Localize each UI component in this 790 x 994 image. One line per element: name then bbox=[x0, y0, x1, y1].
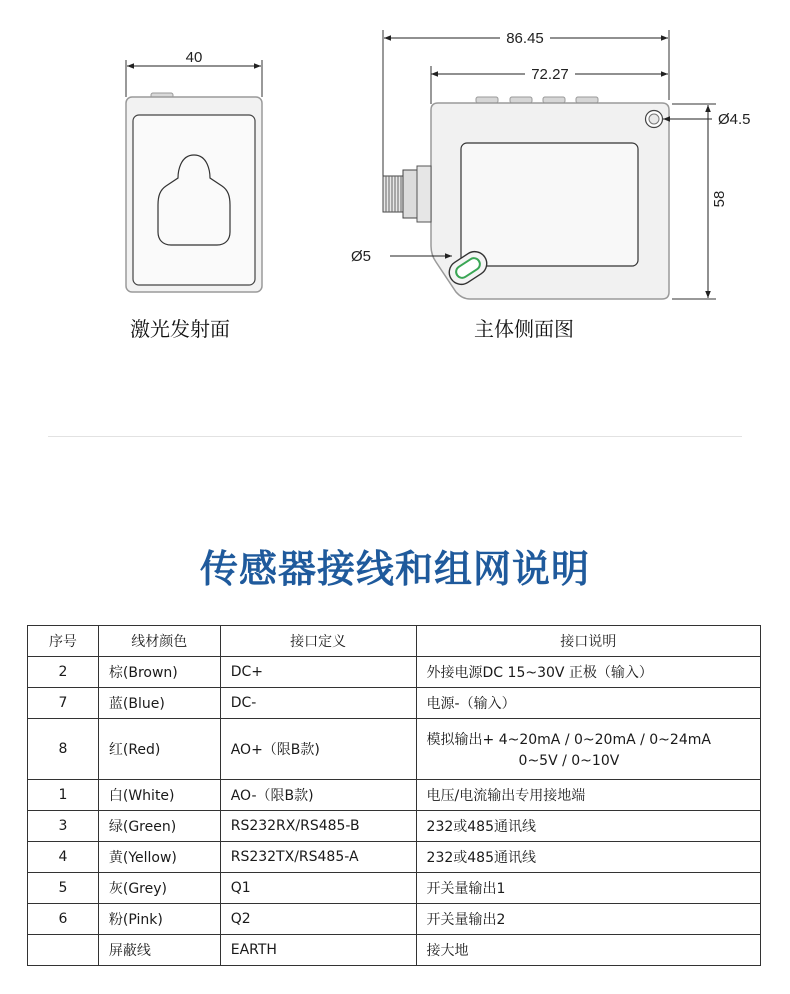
cell-color: 蓝(Blue) bbox=[98, 688, 220, 719]
cell-description: 开关量输出2 bbox=[416, 904, 760, 935]
cell-color: 粉(Pink) bbox=[98, 904, 220, 935]
side-view-caption: 主体侧面图 bbox=[474, 317, 574, 341]
cell-description: 232或485通讯线 bbox=[416, 811, 760, 842]
front-view bbox=[126, 49, 262, 292]
cell-description: 电压/电流输出专用接地端 bbox=[416, 780, 760, 811]
front-window bbox=[133, 115, 255, 285]
cell-description: 232或485通讯线 bbox=[416, 842, 760, 873]
cell-description: 开关量输出1 bbox=[416, 873, 760, 904]
cell-description: 外接电源DC 15~30V 正极（输入） bbox=[416, 657, 760, 688]
table-row bbox=[28, 719, 761, 780]
cell-definition: AO-（限B款) bbox=[220, 780, 416, 811]
description-line-1: 模拟输出+ 4~20mA / 0~20mA / 0~24mA bbox=[426, 732, 711, 748]
table-row bbox=[28, 657, 761, 688]
cell-definition: RS232RX/RS485-B bbox=[220, 811, 416, 842]
cell-no: 7 bbox=[28, 688, 99, 719]
cell-color: 棕(Brown) bbox=[98, 657, 220, 688]
cell-definition: Q1 bbox=[220, 873, 416, 904]
front-width-label: 40 bbox=[185, 49, 203, 66]
section-title: 传感器接线和组网说明 bbox=[199, 547, 590, 591]
cell-definition: AO+（限B款) bbox=[220, 719, 416, 780]
section-divider bbox=[48, 436, 742, 437]
cell-description: 电源-（输入） bbox=[416, 688, 760, 719]
header-wire-color: 线材颜色 bbox=[98, 626, 220, 657]
wiring-table bbox=[27, 625, 761, 966]
cell-definition: EARTH bbox=[220, 935, 416, 966]
cell-definition: Q2 bbox=[220, 904, 416, 935]
connector-nut bbox=[403, 170, 417, 218]
table-row bbox=[28, 935, 761, 966]
header-interface-definition: 接口定义 bbox=[220, 626, 416, 657]
front-view-caption: 激光发射面 bbox=[130, 317, 230, 341]
cell-definition: RS232TX/RS485-A bbox=[220, 842, 416, 873]
connector-base bbox=[417, 166, 431, 222]
cell-no: 4 bbox=[28, 842, 99, 873]
cell-color: 黄(Yellow) bbox=[98, 842, 220, 873]
header-no: 序号 bbox=[28, 626, 99, 657]
cell-no: 3 bbox=[28, 811, 99, 842]
height-label: 58 bbox=[711, 190, 728, 208]
technical-drawings bbox=[0, 0, 790, 440]
table-row bbox=[28, 842, 761, 873]
cell-color: 灰(Grey) bbox=[98, 873, 220, 904]
body-length-label: 72.27 bbox=[531, 66, 569, 83]
cell-no: 1 bbox=[28, 780, 99, 811]
cell-no: 2 bbox=[28, 657, 99, 688]
description-line-2: 0~5V / 0~10V bbox=[518, 753, 620, 769]
table-header-row bbox=[28, 626, 761, 657]
lens-diameter-label: Ø5 bbox=[351, 248, 372, 265]
side-view bbox=[351, 28, 751, 299]
table-row bbox=[28, 780, 761, 811]
cell-no: 6 bbox=[28, 904, 99, 935]
cell-color: 红(Red) bbox=[98, 719, 220, 780]
table-row bbox=[28, 904, 761, 935]
hole-diameter-label: Ø4.5 bbox=[718, 111, 751, 128]
overall-length-label: 86.45 bbox=[506, 30, 544, 47]
cell-no: 8 bbox=[28, 719, 99, 780]
cell-color: 绿(Green) bbox=[98, 811, 220, 842]
side-window bbox=[461, 143, 638, 266]
cell-color: 白(White) bbox=[98, 780, 220, 811]
cell-color: 屏蔽线 bbox=[98, 935, 220, 966]
cell-description: 接大地 bbox=[416, 935, 760, 966]
cell-definition: DC- bbox=[220, 688, 416, 719]
cell-definition: DC+ bbox=[220, 657, 416, 688]
cell-no bbox=[28, 935, 99, 966]
cell-no: 5 bbox=[28, 873, 99, 904]
table-row bbox=[28, 688, 761, 719]
table-row bbox=[28, 811, 761, 842]
cell-description bbox=[416, 719, 760, 780]
header-interface-description: 接口说明 bbox=[416, 626, 760, 657]
table-row bbox=[28, 873, 761, 904]
